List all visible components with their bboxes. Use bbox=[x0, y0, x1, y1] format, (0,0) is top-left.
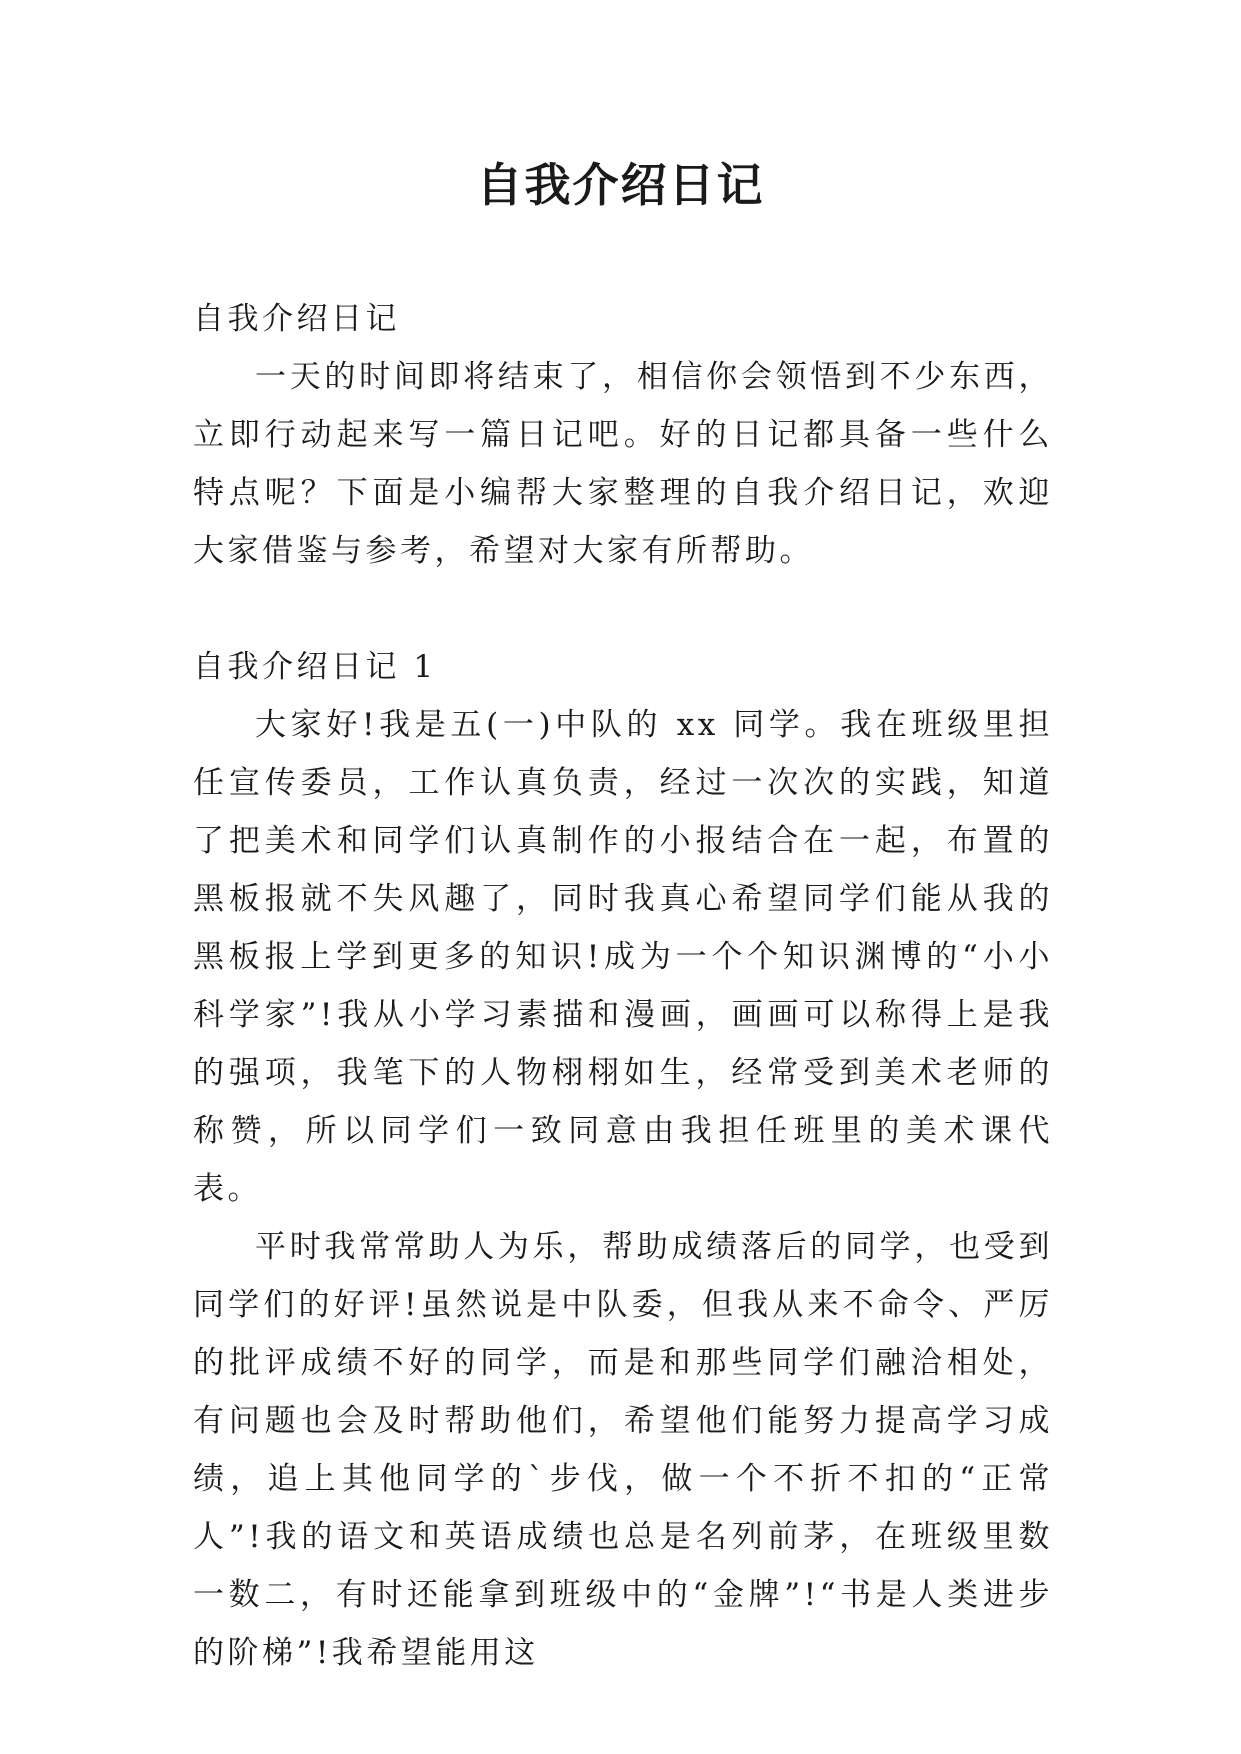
body-paragraph-2: 平时我常常助人为乐，帮助成绩落后的同学，也受到同学们的好评!虽然说是中队委，但我从来不命令、严厉的批评成绩不好的同学，而是和那些同学们融洽相处，有问题也会及时帮助他们，希望他们能努力提高学习成绩，追上其他同学的`步伐，做一个不折不扣的“正常人”!我的语文和英语成绩也总是名列前茅，在班级里数一数二，有时还能拿到班级中的“金牌”!“书是人类进步的阶梯”!我希望能用这 bbox=[193, 1229, 1053, 1671]
document-body bbox=[193, 290, 1053, 1682]
section-heading: 自我介绍日记 1 bbox=[193, 649, 437, 685]
body-paragraph-1: 大家好!我是五(一)中队的 xx 同学。我在班级里担任宣传委员，工作认真负责，经过一次次的实践，知道了把美术和同学们认真制作的小报结合在一起，布置的黑板报就不失风趣了，同时我真心希望同学们能从我的黑板报上学到更多的知识!成为一个个知识渊博的“小小科学家”!我从小学习素描和漫画，画画可以称得上是我的强项，我笔下的人物栩栩如生，经常受到美术老师的称赞，所以同学们一致同意由我担任班里的美术课代表。 bbox=[193, 707, 1053, 1207]
intro-paragraph: 一天的时间即将结束了，相信你会领悟到不少东西，立即行动起来写一篇日记吧。好的日记都具备一些什么特点呢？下面是小编帮大家整理的自我介绍日记，欢迎大家借鉴与参考，希望对大家有所帮助。 bbox=[193, 359, 1053, 569]
document-title: 自我介绍日记 bbox=[476, 158, 765, 212]
spacer bbox=[193, 580, 1053, 638]
subtitle: 自我介绍日记 bbox=[193, 301, 400, 337]
